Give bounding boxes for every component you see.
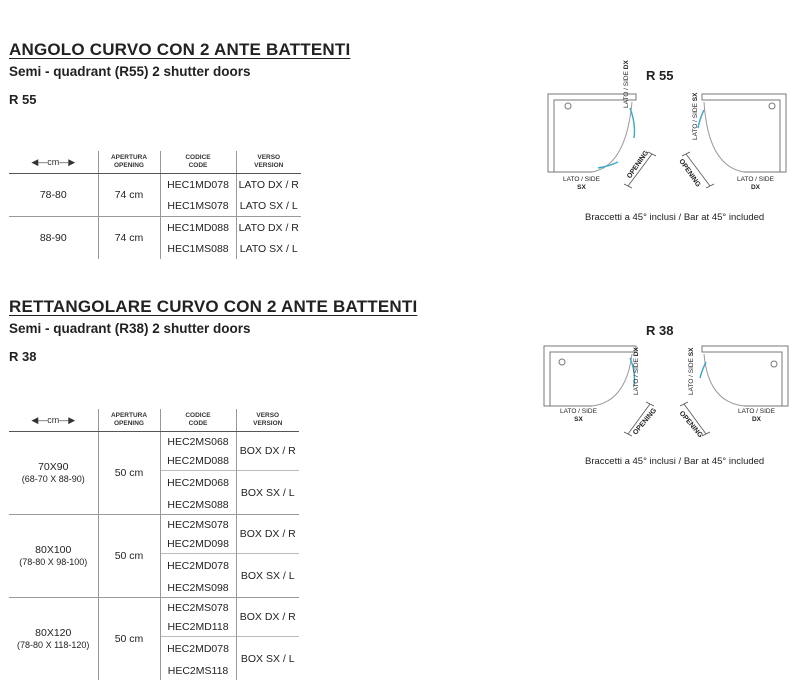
side-label-right-bottom: LATO / SIDE DX bbox=[738, 408, 775, 423]
size-cell: 88-90 bbox=[9, 217, 98, 260]
code-cell: HEC2MS078 bbox=[160, 598, 236, 618]
version-cell: BOX SX / L bbox=[236, 554, 299, 598]
header-code: CODICE CODE bbox=[160, 409, 236, 432]
header-cm: ◀—cm—▶ bbox=[9, 409, 98, 432]
opening-cell: 50 cm bbox=[98, 432, 160, 515]
version-cell: BOX DX / R bbox=[236, 598, 299, 637]
size-cell: 78-80 bbox=[9, 174, 98, 217]
version-cell: LATO DX / R bbox=[238, 178, 299, 191]
header-opening: APERTURA OPENING bbox=[98, 409, 160, 432]
section-subtitle: Semi - quadrant (R55) 2 shutter doors bbox=[9, 64, 251, 79]
model-code: R 55 bbox=[9, 92, 37, 107]
opening-cell: 50 cm bbox=[98, 515, 160, 598]
opening-cell: 74 cm bbox=[98, 174, 160, 217]
diagram-title: R 55 bbox=[646, 68, 674, 83]
size-cell: 80X100 (78-80 X 98-100) bbox=[9, 515, 98, 598]
opening-cell: 50 cm bbox=[98, 598, 160, 681]
side-label-left-side: LATO / SIDE DX bbox=[623, 60, 630, 108]
code-cell: HEC2MD078 bbox=[160, 554, 236, 579]
section-title: ANGOLO CURVO CON 2 ANTE BATTENTI bbox=[9, 40, 351, 59]
section-r55 bbox=[9, 40, 350, 107]
version-cell: BOX SX / L bbox=[236, 471, 299, 515]
code-cell: HEC2MS098 bbox=[160, 578, 236, 598]
section-title: RETTANGOLARE CURVO CON 2 ANTE BATTENTI bbox=[9, 297, 418, 316]
model-code: R 38 bbox=[9, 349, 37, 364]
table-row bbox=[9, 598, 299, 618]
header-cm: ◀—cm—▶ bbox=[9, 151, 98, 174]
side-label-left-bottom: LATO / SIDE SX bbox=[563, 176, 600, 191]
side-label-left-side: LATO / SIDE DX bbox=[633, 347, 640, 395]
version-cell: LATO DX / R bbox=[236, 217, 301, 239]
code-cell: HEC2MD078 bbox=[160, 637, 236, 662]
side-label-right-bottom: LATO / SIDE DX bbox=[737, 176, 774, 191]
opening-cell: 74 cm bbox=[98, 217, 160, 260]
side-label-right-side: LATO / SIDE SX bbox=[692, 92, 699, 140]
version-cell: LATO SX / L bbox=[239, 199, 298, 212]
code-cell: HEC2MD118 bbox=[160, 617, 236, 637]
code-cell: HEC1MS088 bbox=[160, 238, 236, 259]
table-row bbox=[9, 217, 301, 239]
spec-table-r55 bbox=[9, 151, 301, 259]
header-version: VERSO VERSION bbox=[236, 151, 301, 174]
opening-label-left: OPENING bbox=[626, 149, 651, 181]
header-version: VERSO VERSION bbox=[236, 409, 299, 432]
opening-label-right: OPENING bbox=[677, 410, 704, 440]
side-label-left-bottom: LATO / SIDE SX bbox=[560, 408, 597, 423]
size-cell: 80X120 (78-80 X 118-120) bbox=[9, 598, 98, 681]
spec-table-r38 bbox=[9, 409, 299, 680]
code-cell: HEC2MD098 bbox=[160, 534, 236, 554]
section-r38 bbox=[9, 297, 417, 364]
version-cell: BOX DX / R bbox=[236, 515, 299, 554]
code-cell: HEC1MD088 bbox=[160, 217, 236, 239]
code-cell: HEC1MD078 bbox=[160, 174, 236, 196]
code-cell: HEC2MD088 bbox=[160, 451, 236, 471]
size-cell: 70X90 (68-70 X 88-90) bbox=[9, 432, 98, 515]
table-row bbox=[9, 432, 299, 452]
code-cell: HEC1MS078 bbox=[160, 195, 236, 217]
section-subtitle: Semi - quadrant (R38) 2 shutter doors bbox=[9, 321, 251, 336]
table-row bbox=[9, 174, 301, 196]
side-label-right-side: LATO / SIDE SX bbox=[688, 347, 695, 395]
diagram-caption: Braccetti a 45° inclusi / Bar at 45° included bbox=[585, 212, 765, 223]
code-cell: HEC2MS068 bbox=[160, 432, 236, 452]
version-cell: BOX SX / L bbox=[236, 637, 299, 681]
version-cell: LATO SX / L bbox=[239, 242, 298, 255]
opening-label-left: OPENING bbox=[632, 407, 659, 437]
table-row bbox=[9, 515, 299, 535]
code-cell: HEC2MS088 bbox=[160, 495, 236, 515]
code-cell: HEC2MS078 bbox=[160, 515, 236, 535]
header-code: CODICE CODE bbox=[160, 151, 236, 174]
code-cell: HEC2MD068 bbox=[160, 471, 236, 496]
code-cell: HEC2MS118 bbox=[160, 661, 236, 680]
diagram-caption: Braccetti a 45° inclusi / Bar at 45° included bbox=[585, 456, 765, 467]
shower-diagram-r38 bbox=[538, 342, 794, 442]
opening-label-right: OPENING bbox=[677, 158, 702, 189]
diagram-title: R 38 bbox=[646, 323, 674, 338]
version-cell: BOX DX / R bbox=[239, 445, 296, 457]
header-opening: APERTURA OPENING bbox=[98, 151, 160, 174]
